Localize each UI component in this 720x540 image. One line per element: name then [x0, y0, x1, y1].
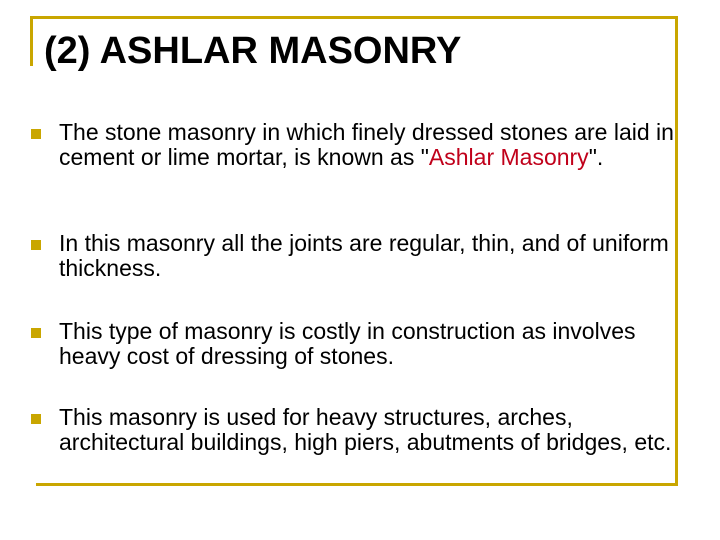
- square-bullet-icon: [31, 414, 41, 424]
- bullet-text: In this masonry all the joints are regular, thin, and of uniform thickness.: [59, 230, 669, 281]
- bullet-text: This type of masonry is costly in construction as involves heavy cost of dressing of stones.: [59, 318, 636, 369]
- highlighted-term: Ashlar Masonry: [428, 144, 589, 170]
- frame-top-rule: [30, 16, 678, 19]
- bullet-text: [59, 120, 679, 170]
- square-bullet-icon: [31, 129, 41, 139]
- square-bullet-icon: [31, 328, 41, 338]
- bullet-text-after: ".: [588, 144, 604, 170]
- frame-bottom-rule: [36, 483, 678, 486]
- bullet-text-before: The stone masonry in which finely dressed stones are laid in cement or lime mortar, is known as ": [59, 119, 674, 170]
- slide-title: (2) ASHLAR MASONRY: [44, 30, 462, 72]
- square-bullet-icon: [31, 240, 41, 250]
- bullet-text: This masonry is used for heavy structures, arches, architectural buildings, high piers, abutments of bridges, etc.: [59, 404, 672, 455]
- frame-left-rule: [30, 16, 33, 66]
